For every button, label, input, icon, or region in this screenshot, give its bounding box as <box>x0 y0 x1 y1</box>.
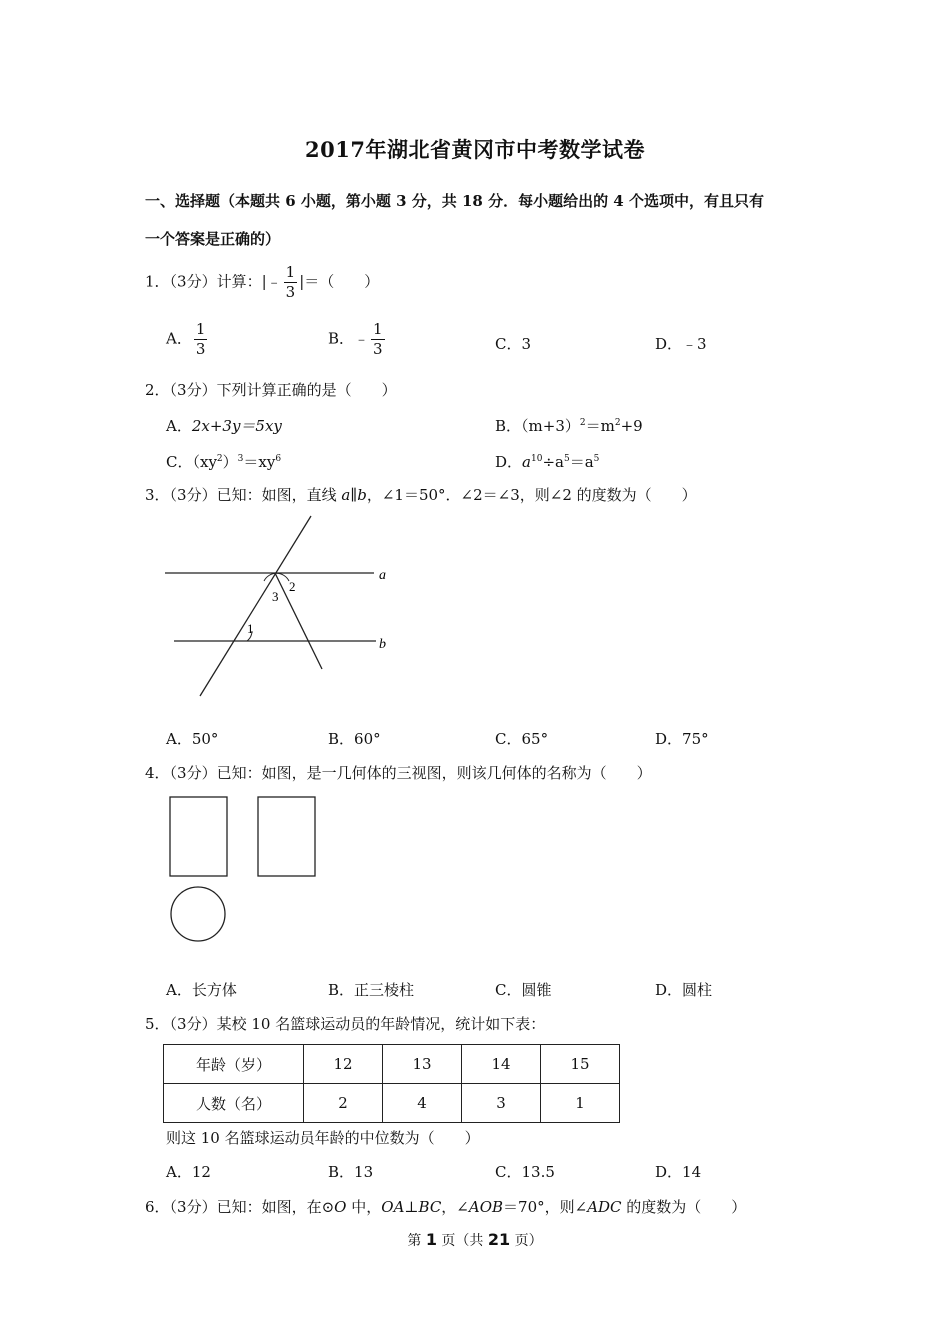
q1-option-a-label: A． <box>166 329 192 348</box>
q1-option-c: C．3 <box>495 335 532 353</box>
question-1-stem <box>145 265 379 300</box>
table-cell: 3 <box>462 1084 541 1123</box>
q3-stem-a: a <box>341 486 351 504</box>
table-header-cell: 年龄（岁） <box>164 1045 304 1084</box>
q2-d-mid: ÷a <box>542 453 564 471</box>
q2-c-mid2: ＝xy <box>243 453 276 471</box>
q2-option-d-label: D． <box>495 453 523 471</box>
q1-option-b-num: 1 <box>373 320 383 338</box>
angle-label-1: 1 <box>247 621 254 636</box>
table-row-counts <box>164 1084 620 1123</box>
table-header-cell: 人数（名） <box>164 1084 304 1123</box>
q6-oa: OA <box>381 1198 405 1216</box>
q3-option-b: B．60° <box>328 730 381 748</box>
footer-page-number: 1 <box>425 1230 437 1249</box>
q2-option-a-expr: 2x+3y＝5xy <box>191 417 282 435</box>
q1-numerator: 1 <box>285 263 296 281</box>
q5-option-b: B．13 <box>328 1163 374 1181</box>
section-heading-line2: 一个答案是正确的） <box>145 230 281 248</box>
q1-option-a-fraction <box>194 322 208 357</box>
question-3-stem <box>145 484 697 505</box>
q1-option-b-fraction <box>371 322 385 357</box>
q5-option-a: A．12 <box>166 1163 211 1181</box>
front-view-rectangle <box>170 797 227 876</box>
q5-followup: 则这 10 名篮球运动员年龄的中位数为（ ） <box>166 1129 480 1147</box>
q6-pre: 6．（3分）已知：如图，在⊙ <box>145 1198 335 1216</box>
q6-adc: ADC <box>587 1198 622 1216</box>
q1-minus: ﹣ <box>266 272 282 291</box>
table-cell: 12 <box>304 1045 383 1084</box>
q2-option-b <box>495 415 643 436</box>
label-b: b <box>379 637 386 652</box>
second-transversal-line <box>275 573 322 669</box>
q3-stem-post: ，∠1＝50°．∠2＝∠3，则∠2 的度数为（ ） <box>366 486 697 504</box>
q6-post: 的度数为（ ） <box>621 1198 747 1216</box>
question-6-stem <box>145 1196 746 1217</box>
q3-stem-pre: 3．（3分）已知：如图，直线 <box>145 486 342 504</box>
q2-option-a-label: A． <box>166 417 192 435</box>
q2-b-sup: 2 <box>579 418 586 428</box>
q1-option-a-num: 1 <box>195 320 206 338</box>
table-cell: 14 <box>462 1045 541 1084</box>
q4-option-b: B．正三棱柱 <box>328 981 415 999</box>
q3-stem-parallel: ∥ <box>350 486 358 504</box>
q1-option-a-den: 3 <box>195 340 206 358</box>
q2-b-post: +9 <box>620 417 643 435</box>
q1-option-b <box>328 322 387 357</box>
q2-d-sup: 10 <box>530 454 543 464</box>
age-statistics-table <box>163 1044 620 1123</box>
q2-c-sup2: 3 <box>237 454 244 464</box>
table-cell: 4 <box>383 1084 462 1123</box>
q3-parallel-lines-figure <box>160 512 400 702</box>
q6-aob: AOB <box>468 1198 504 1216</box>
q5-option-c: C．13.5 <box>495 1163 555 1181</box>
question-2-stem: 2．（3分）下列计算正确的是（ ） <box>145 381 397 399</box>
table-row-ages <box>164 1045 620 1084</box>
q2-c-sup3: 6 <box>275 454 282 464</box>
q4-option-c: C．圆锥 <box>495 981 552 999</box>
transversal-line <box>200 516 311 696</box>
q2-option-a <box>166 415 282 436</box>
q2-option-c-label: C． <box>166 453 193 471</box>
q6-bc: BC <box>418 1198 442 1216</box>
angle-label-2: 2 <box>289 579 296 594</box>
q2-c-mid: ） <box>222 453 238 471</box>
q2-b-mid: ＝m <box>585 417 615 435</box>
q1-option-d: D．﹣3 <box>655 335 707 353</box>
question-5-stem: 5．（3分）某校 10 名篮球运动员的年龄情况，统计如下表： <box>145 1015 546 1033</box>
side-view-rectangle <box>258 797 315 876</box>
q2-option-d <box>495 451 599 472</box>
q6-o: O <box>334 1198 347 1216</box>
page-footer <box>0 1230 950 1250</box>
section-heading-line1: 一、选择题（本题共 6 小题，第小题 3 分，共 18 分．每小题给出的 4 个选项中，有且只有 <box>145 192 764 210</box>
q2-option-b-label: B． <box>495 417 522 435</box>
q2-c-sup: 2 <box>216 454 223 464</box>
q2-d-pre: a <box>522 453 531 471</box>
q6-perp: ⊥ <box>404 1198 419 1216</box>
q6-mid3: ＝70°，则∠ <box>503 1198 588 1216</box>
q2-d-mid2: ＝a <box>569 453 594 471</box>
q2-option-c <box>166 451 281 472</box>
q1-denominator: 3 <box>285 283 296 301</box>
q2-d-sup3: 5 <box>593 454 600 464</box>
q1-prefix: 1．（3分）计算：| <box>145 272 267 291</box>
q2-c-pre: （xy <box>192 453 217 471</box>
table-cell: 15 <box>541 1045 620 1084</box>
q3-option-a: A．50° <box>166 730 219 748</box>
top-view-circle <box>171 887 225 941</box>
q2-b-sup2: 2 <box>614 418 621 428</box>
footer-post: 页） <box>510 1233 543 1249</box>
footer-mid: 页（共 <box>436 1233 488 1249</box>
q1-suffix: |＝（ ） <box>299 272 380 291</box>
angle-label-3: 3 <box>272 589 279 604</box>
q1-fraction <box>284 265 298 300</box>
q5-option-d: D．14 <box>655 1163 702 1181</box>
q6-mid2: ，∠ <box>441 1198 469 1216</box>
footer-pre: 第 <box>407 1233 426 1249</box>
footer-total-pages: 21 <box>487 1230 511 1249</box>
q3-stem-b: b <box>357 486 367 504</box>
q1-option-b-den: 3 <box>373 340 383 358</box>
q6-mid1: 中， <box>346 1198 382 1216</box>
page-title: 2017年湖北省黄冈市中考数学试卷 <box>305 137 645 162</box>
table-cell: 13 <box>383 1045 462 1084</box>
q3-option-d: D．75° <box>655 730 709 748</box>
q1-option-b-label: B． <box>328 329 355 348</box>
q4-option-a: A．长方体 <box>166 981 237 999</box>
question-4-stem: 4．（3分）已知：如图，是一几何体的三视图，则该几何体的名称为（ ） <box>145 764 652 782</box>
q2-d-sup2: 5 <box>563 454 570 464</box>
q4-three-views-figure <box>164 792 324 947</box>
table-cell: 1 <box>541 1084 620 1123</box>
q4-option-d: D．圆柱 <box>655 981 713 999</box>
q2-b-pre: （m+3） <box>521 417 580 435</box>
q1-option-b-minus: ﹣ <box>354 329 370 348</box>
q3-option-c: C．65° <box>495 730 549 748</box>
label-a: a <box>379 568 386 583</box>
table-cell: 2 <box>304 1084 383 1123</box>
q1-option-a <box>166 322 209 357</box>
